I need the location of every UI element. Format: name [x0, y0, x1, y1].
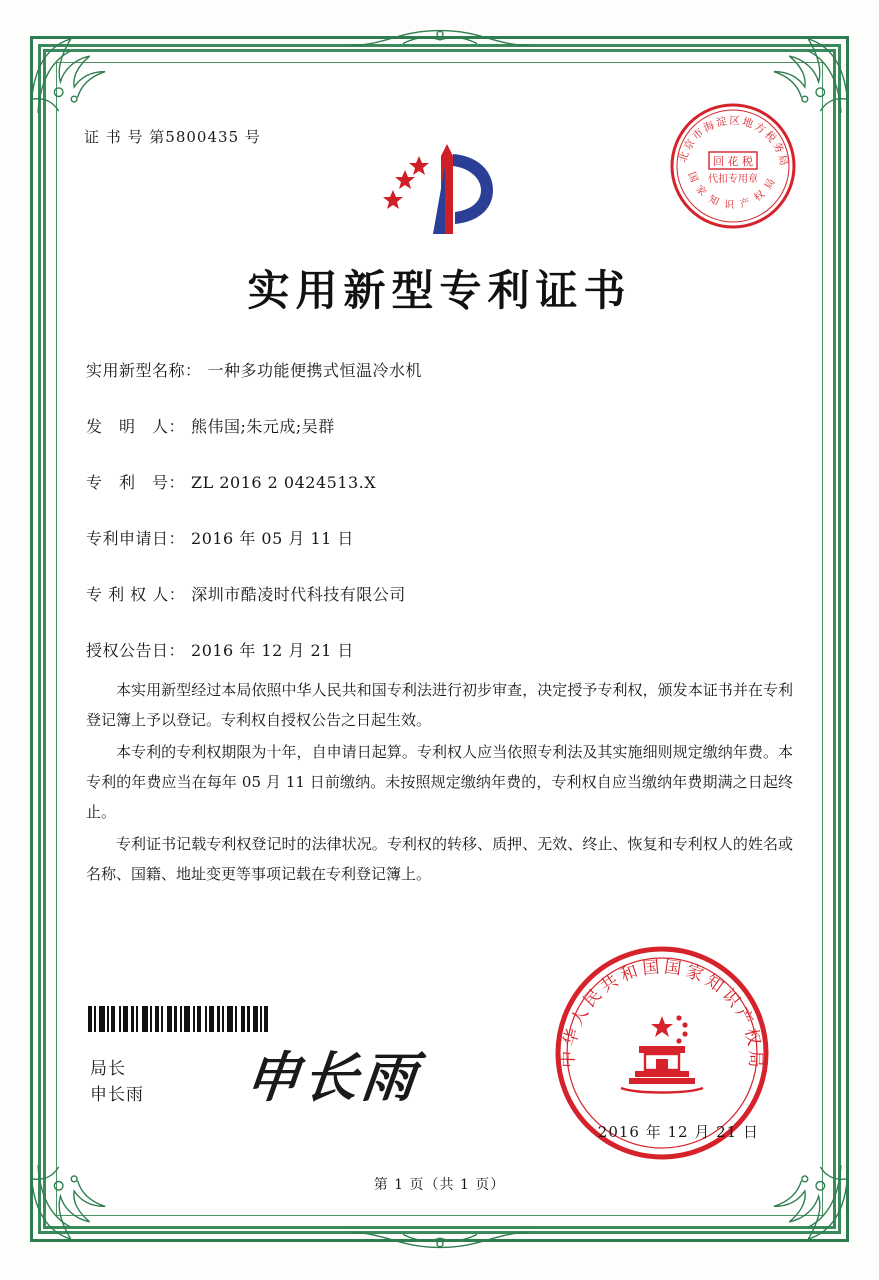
legal-paragraph: 本实用新型经过本局依照中华人民共和国专利法进行初步审查，决定授予专利权，颁发本证书并在专利登记簿上予以登记。专利权自授权公告之日起生效。	[86, 681, 793, 729]
certificate-content	[76, 90, 803, 1200]
field-row-name	[86, 358, 793, 381]
field-label: 专利申请日：	[86, 529, 186, 548]
page-title: 实用新型专利证书	[247, 266, 632, 315]
page-footer: 第 1 页（共 1 页）	[373, 1177, 506, 1193]
field-label: 发 明 人：	[86, 417, 186, 436]
certificate-number: 证 书 号 第5800435 号	[84, 128, 261, 146]
svg-text:北京市海淀区地方税务局: 北京市海淀区地方税务局	[676, 114, 791, 169]
director-name-label: 申长雨	[90, 1085, 144, 1105]
field-list	[86, 358, 793, 694]
field-label: 专 利 权 人：	[86, 585, 186, 604]
field-value: ZL 2016 2 0424513.X	[191, 473, 377, 492]
field-row-grant-date	[86, 638, 793, 661]
field-row-application-date	[86, 526, 793, 549]
legal-paragraph: 本专利的专利权期限为十年，自申请日起算。专利权人应当依照专利法及其实施细则规定缴纳年费。本专利的年费应当在每年 05 月 11 日前缴纳。未按照规定缴纳年费的，专利权自应当缴纳年费期满之日起终止。	[86, 743, 793, 821]
svg-text:中华人民共和国国家知识产权局: 中华人民共和国国家知识产权局	[558, 957, 766, 1072]
field-row-patent-number	[86, 470, 793, 493]
cnipa-logo-icon	[375, 138, 505, 248]
field-value: 2016 年 05 月 11 日	[191, 529, 354, 548]
legal-text-block	[86, 675, 793, 891]
field-label: 授权公告日：	[86, 641, 186, 660]
field-row-patentee	[86, 582, 793, 605]
edge-ornament-icon	[345, 1227, 535, 1253]
tax-office-seal	[667, 100, 799, 232]
legal-paragraph: 专利证书记载专利权登记时的法律状况。专利权的转移、质押、无效、终止、恢复和专利权人的姓名或名称、国籍、地址变更等事项记载在专利登记簿上。	[86, 835, 793, 883]
field-value: 2016 年 12 月 21 日	[191, 641, 354, 660]
field-label: 实用新型名称：	[86, 361, 202, 380]
field-value: 熊伟国;朱元成;吴群	[191, 417, 335, 436]
barcode	[88, 1006, 303, 1032]
svg-text:代扣专用章: 代扣专用章	[708, 174, 758, 185]
svg-text:回 花 税: 回 花 税	[713, 155, 753, 168]
field-row-inventor	[86, 414, 793, 437]
field-value: 一种多功能便携式恒温冷水机	[207, 361, 423, 380]
field-value: 深圳市酷凌时代科技有限公司	[191, 585, 406, 604]
handwritten-signature: 申长雨	[242, 1045, 423, 1109]
signature-block	[90, 1056, 144, 1108]
director-role-label: 局长	[90, 1059, 126, 1079]
field-label: 专 利 号：	[86, 473, 186, 492]
svg-text:国 家 知 识 产 权 局: 国 家 知 识 产 权 局	[685, 170, 779, 212]
edge-ornament-icon	[345, 25, 535, 51]
issue-date: 2016 年 12 月 21 日	[597, 1123, 759, 1141]
